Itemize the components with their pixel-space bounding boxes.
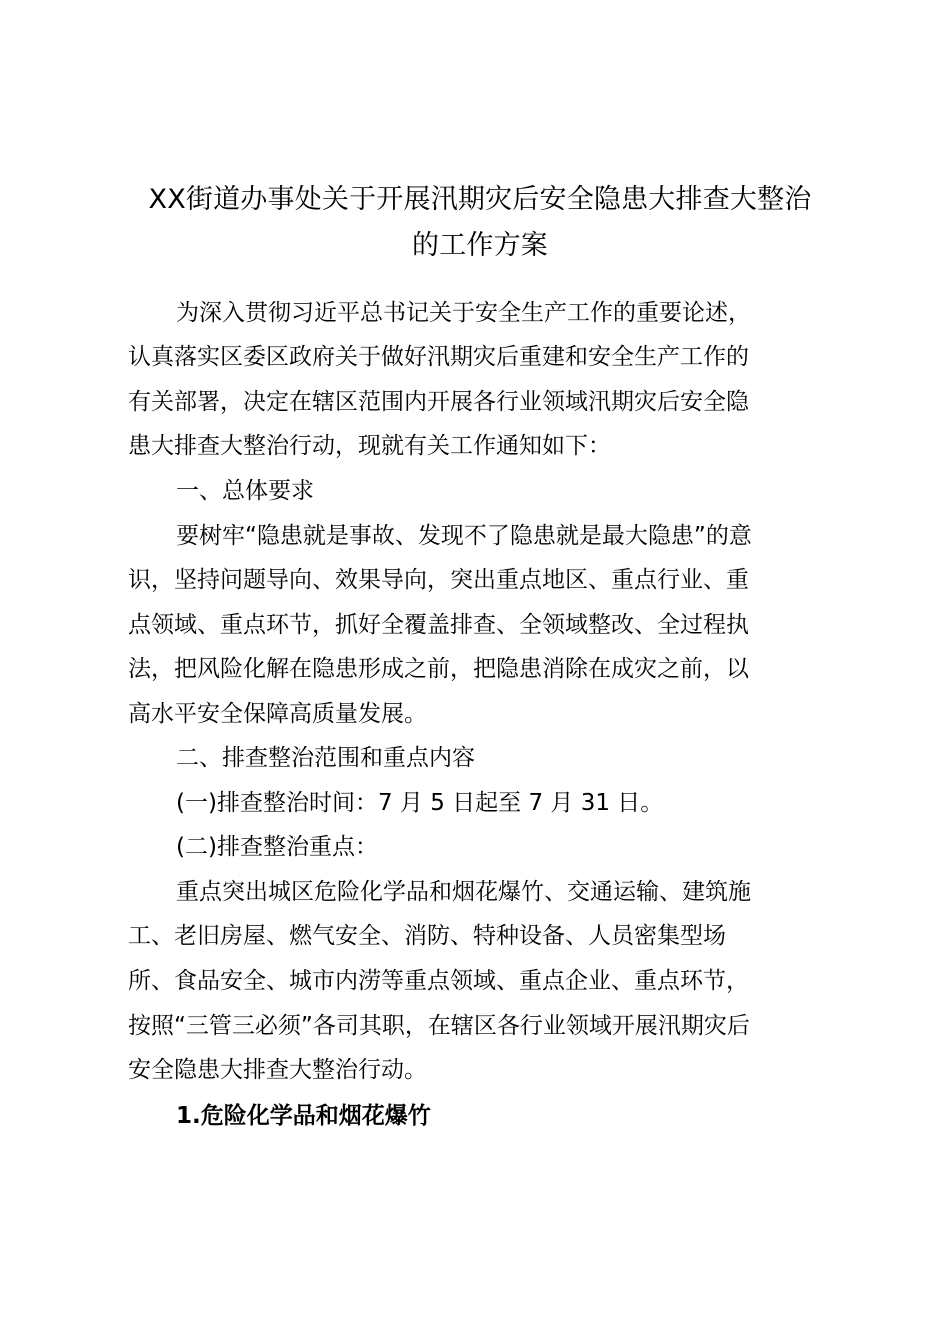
section2-paragraph-line-2: 工、老旧房屋、燃气安全、消防、特种设备、人员密集型场 bbox=[128, 923, 726, 949]
intro-paragraph-line-3: 有关部署，决定在辖区范围内开展各行业领域汛期灾后安全隐 bbox=[128, 389, 749, 415]
document-title-line-1: XX街道办事处关于开展汛期灾后安全隐患大排查大整治 bbox=[148, 184, 812, 215]
subsection-focus: (二)排查整治重点： bbox=[176, 834, 378, 860]
section-heading-general-requirements: 一、总体要求 bbox=[176, 478, 314, 504]
intro-paragraph-line-2: 认真落实区委区政府关于做好汛期灾后重建和安全生产工作的 bbox=[128, 344, 749, 370]
section1-paragraph-line-5: 高水平安全保障高质量发展。 bbox=[128, 701, 427, 727]
subsection-time: (一)排查整治时间：7 月 5 日起至 7 月 31 日。 bbox=[176, 790, 664, 816]
section1-paragraph-line-3: 点领域、重点环节，抓好全覆盖排查、全领域整改、全过程执 bbox=[128, 612, 749, 638]
section1-paragraph-line-1: 要树牢“隐患就是事故、发现不了隐患就是最大隐患”的意 bbox=[176, 523, 752, 549]
section1-paragraph-line-4: 法，把风险化解在隐患形成之前，把隐患消除在成灾之前，以 bbox=[128, 656, 749, 682]
section2-paragraph-line-4: 按照“三管三必须”各司其职，在辖区各行业领域开展汛期灾后 bbox=[128, 1013, 750, 1039]
document-title-line-2: 的工作方案 bbox=[412, 230, 548, 261]
intro-paragraph-line-1: 为深入贯彻习近平总书记关于安全生产工作的重要论述， bbox=[176, 300, 751, 326]
section2-paragraph-line-5: 安全隐患大排查大整治行动。 bbox=[128, 1057, 427, 1083]
section2-paragraph-line-1: 重点突出城区危险化学品和烟花爆竹、交通运输、建筑施 bbox=[176, 879, 751, 905]
intro-paragraph-line-4: 患大排查大整治行动，现就有关工作通知如下： bbox=[128, 433, 611, 459]
section2-paragraph-line-3: 所、食品安全、城市内涝等重点领域、重点企业、重点环节， bbox=[128, 968, 749, 994]
item-heading-hazardous-chemicals: 1.危险化学品和烟花爆竹 bbox=[176, 1103, 431, 1129]
section-heading-scope-and-focus: 二、排查整治范围和重点内容 bbox=[176, 745, 475, 771]
section1-paragraph-line-2: 识，坚持问题导向、效果导向，突出重点地区、重点行业、重 bbox=[128, 567, 749, 593]
